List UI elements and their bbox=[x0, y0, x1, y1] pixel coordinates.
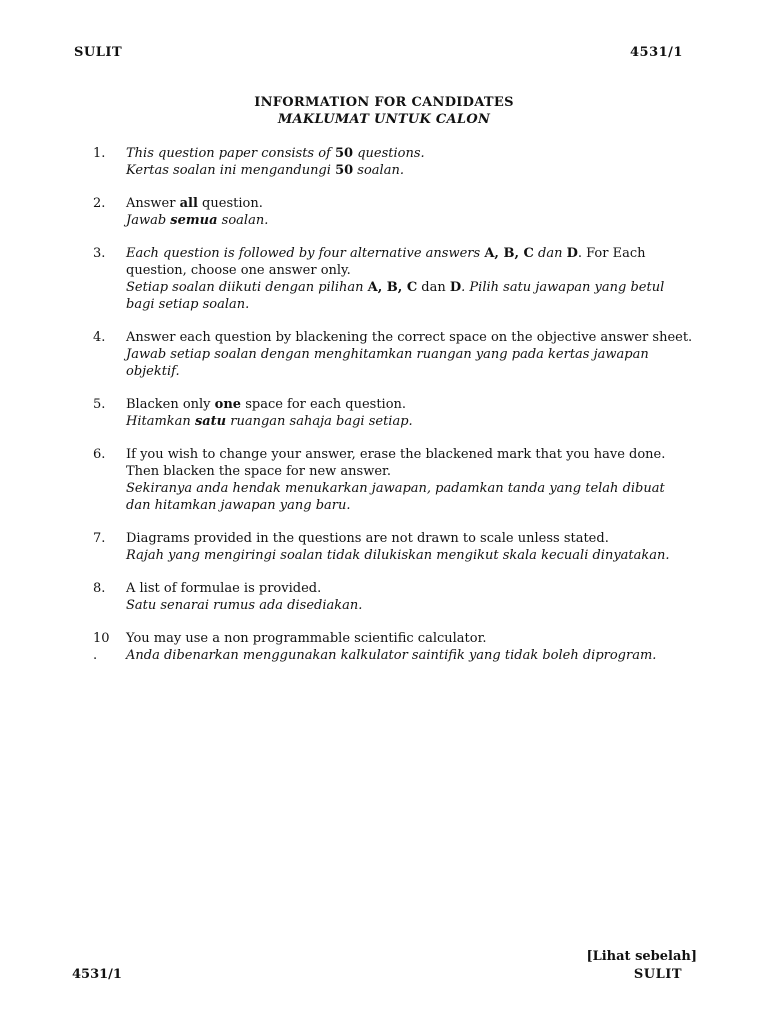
text-run: ruangan sahaja bagi setiap. bbox=[226, 414, 413, 429]
text-run-bold: D bbox=[449, 280, 462, 295]
item-body bbox=[126, 446, 666, 514]
text-run: dan bbox=[417, 280, 450, 295]
item-text-ms bbox=[126, 212, 666, 229]
item-number-main: 10 bbox=[93, 631, 110, 646]
item-text-en: You may use a non programmable scientific calculator. bbox=[126, 631, 487, 646]
item-text-en bbox=[126, 145, 666, 162]
text-run: Answer bbox=[126, 196, 180, 211]
text-run-bold: A, B, C bbox=[367, 280, 418, 295]
item-body bbox=[126, 530, 670, 564]
item-text-ms: Sekiranya anda hendak menukarkan jawapan, padamkan tanda yang telah dibuat bbox=[126, 481, 665, 496]
page-subtitle: MAKLUMAT UNTUK CALON bbox=[277, 112, 491, 127]
item-number: 6. bbox=[93, 447, 106, 462]
footer-turn-over: [Lihat sebelah] bbox=[586, 949, 697, 964]
item-number: 5. bbox=[93, 397, 106, 412]
text-run: Setiap soalan diikuti dengan pilihan bbox=[126, 280, 368, 295]
header-sulit: SULIT bbox=[74, 45, 123, 60]
item-number-dot: . bbox=[93, 648, 98, 663]
text-run: soalan. bbox=[217, 213, 269, 228]
item-text-en: A list of formulae is provided. bbox=[126, 581, 322, 596]
item-body bbox=[126, 245, 666, 313]
item-number: 7. bbox=[93, 531, 106, 546]
item-text-ms: Jawab setiap soalan dengan menghitamkan ruangan yang pada kertas jawapan bbox=[126, 347, 649, 362]
item-text-ms: Satu senarai rumus ada disediakan. bbox=[126, 598, 363, 613]
item-text-en bbox=[126, 245, 666, 262]
text-run: question. bbox=[197, 196, 263, 211]
text-run: . For Each bbox=[577, 246, 646, 261]
text-run-bold: 50 bbox=[335, 146, 354, 161]
text-run: Jawab bbox=[126, 213, 171, 228]
text-run-bold: A, B, C bbox=[484, 246, 534, 261]
text-run: space for each question. bbox=[241, 397, 407, 412]
text-run: questions. bbox=[353, 146, 425, 161]
text-run: This question paper consists of bbox=[126, 146, 335, 161]
item-body bbox=[126, 195, 666, 229]
text-run: Blacken only bbox=[126, 397, 215, 412]
item-body bbox=[126, 329, 693, 380]
text-run: soalan. bbox=[353, 163, 404, 178]
text-run: Hitamkan bbox=[126, 414, 195, 429]
item-text-en-2: question, choose one answer only. bbox=[126, 263, 351, 278]
item-text-en: Diagrams provided in the questions are not drawn to scale unless stated. bbox=[126, 531, 609, 546]
item-number: 1. bbox=[93, 146, 106, 161]
footer-paper-code: 4531/1 bbox=[72, 967, 122, 982]
item-number: 8. bbox=[93, 581, 106, 596]
item-text-en: Answer each question by blackening the correct space on the objective answer sheet. bbox=[126, 330, 693, 345]
item-text-ms bbox=[126, 162, 666, 179]
text-run: Kertas soalan ini mengandungi bbox=[126, 163, 336, 178]
text-run: dan bbox=[533, 246, 567, 261]
item-text-ms-2: objektif. bbox=[126, 364, 180, 379]
text-run: . Pilih satu jawapan yang betul bbox=[461, 280, 665, 295]
item-text-en: If you wish to change your answer, erase the blackened mark that you have done. bbox=[126, 447, 666, 462]
text-run-bold: one bbox=[214, 397, 242, 412]
item-number bbox=[93, 630, 123, 664]
item-text-en bbox=[126, 396, 666, 413]
footer-sulit: SULIT bbox=[633, 967, 682, 982]
item-text-en-2: Then blacken the space for new answer. bbox=[126, 464, 391, 479]
item-text-ms-2: dan hitamkan jawapan yang baru. bbox=[126, 498, 351, 513]
item-text-en bbox=[126, 195, 666, 212]
text-run-bold: semua bbox=[170, 213, 218, 228]
header-paper-code: 4531/1 bbox=[630, 45, 683, 60]
item-text-ms: Anda dibenarkan menggunakan kalkulator saintifik yang tidak boleh diprogram. bbox=[126, 648, 657, 663]
text-run: Each question is followed by four alternative answers bbox=[126, 246, 485, 261]
item-text-ms-2: bagi setiap soalan. bbox=[126, 297, 250, 312]
item-body bbox=[126, 630, 666, 664]
item-text-ms: Rajah yang mengiringi soalan tidak dilukiskan mengikut skala kecuali dinyatakan. bbox=[126, 548, 670, 563]
item-number: 3. bbox=[93, 246, 106, 261]
item-body bbox=[126, 580, 666, 614]
text-run-bold: D bbox=[566, 246, 578, 261]
text-run-bold: all bbox=[179, 196, 198, 211]
item-text-ms bbox=[126, 279, 666, 296]
page-title: INFORMATION FOR CANDIDATES bbox=[254, 95, 514, 110]
text-run-bold: satu bbox=[194, 414, 227, 429]
item-number: 4. bbox=[93, 330, 106, 345]
item-body bbox=[126, 145, 666, 179]
item-text-ms bbox=[126, 413, 666, 430]
text-run-bold: 50 bbox=[335, 163, 354, 178]
item-number: 2. bbox=[93, 196, 106, 211]
item-body bbox=[126, 396, 666, 430]
